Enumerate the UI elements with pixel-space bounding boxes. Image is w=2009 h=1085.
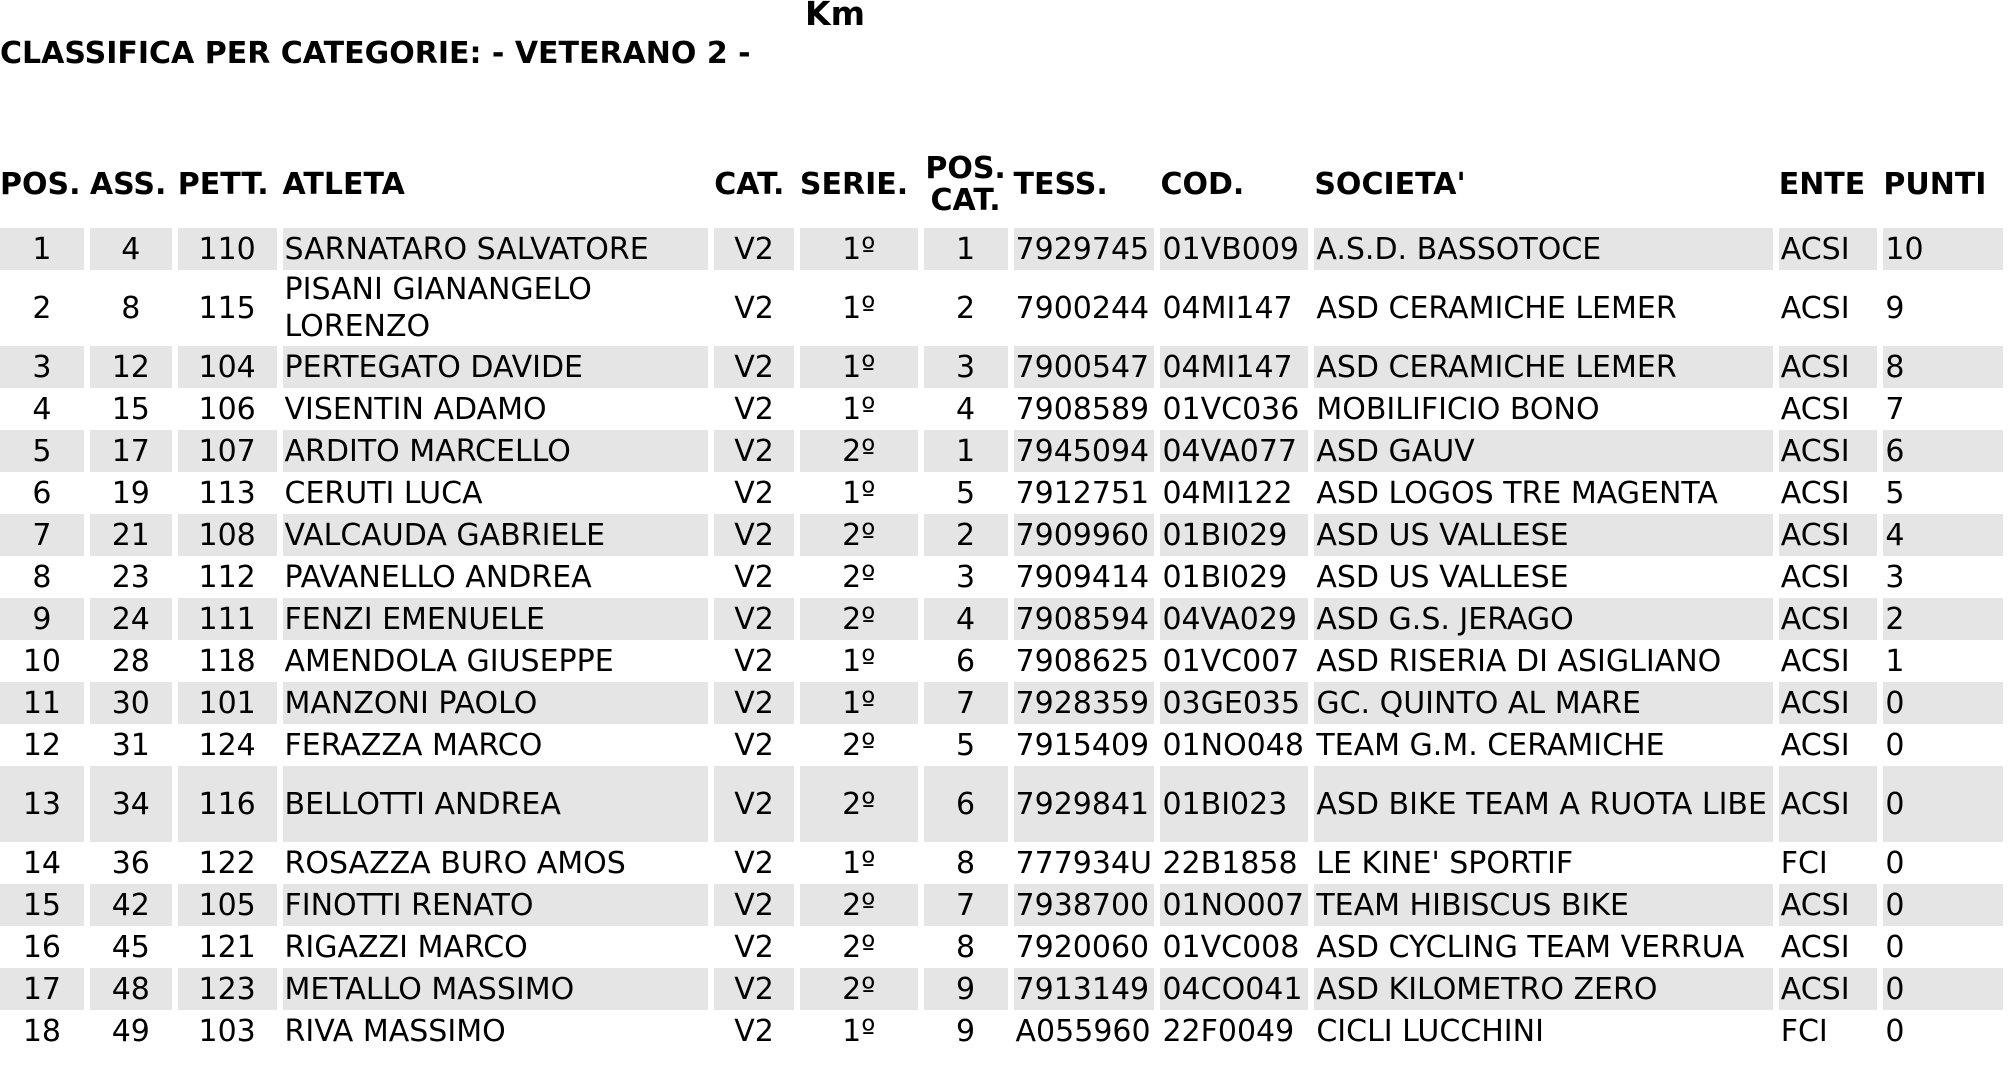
cell-ente: ACSI [1779, 682, 1878, 724]
cell-cod: 04VA077 [1160, 430, 1308, 472]
cell-pett: 106 [198, 391, 256, 427]
cell-societa: ASD CERAMICHE LEMER [1314, 346, 1772, 388]
table-row [0, 640, 2003, 682]
cell-punti: 0 [1885, 727, 1905, 763]
cell-cat: V2 [714, 346, 794, 388]
cell-tess: 777934U [1015, 845, 1153, 881]
cell-poscat: 9 [924, 968, 1008, 1010]
cell-pett: 123 [178, 968, 277, 1010]
cell-cod: 01VC008 [1162, 929, 1300, 965]
cell-pett: 104 [178, 346, 277, 388]
col-poscat-header-line2: CAT. [930, 183, 1001, 218]
col-atleta-header: ATLETA [282, 167, 405, 202]
table-row [0, 968, 2003, 1010]
cell-atleta: BELLOTTI ANDREA [283, 766, 709, 842]
cell-atleta: VISENTIN ADAMO [284, 391, 547, 427]
cell-ass: 49 [111, 1013, 150, 1049]
table-row [0, 388, 2003, 430]
table-row [0, 1010, 2003, 1052]
cell-ass: 21 [90, 514, 172, 556]
cell-ass: 42 [90, 884, 172, 926]
cell-ass: 31 [111, 727, 150, 763]
cell-punti: 4 [1883, 514, 2003, 556]
cell-atleta: PISANI GIANANGELO LORENZO [284, 272, 592, 344]
cell-ente: ACSI [1780, 290, 1850, 326]
cell-poscat: 7 [924, 884, 1008, 926]
cell-atleta: FENZI EMENUELE [283, 598, 709, 640]
cell-ass: 24 [90, 598, 172, 640]
cell-punti: 3 [1885, 559, 1905, 595]
cell-tess: 7909960 [1014, 514, 1155, 556]
cell-poscat: 6 [956, 643, 976, 679]
table-row [0, 884, 2003, 926]
cell-ass: 15 [111, 391, 150, 427]
cell-tess: 7938700 [1014, 884, 1155, 926]
cell-cod: 22F0049 [1162, 1013, 1295, 1049]
cell-pos: 4 [32, 391, 52, 427]
cell-tess: 7908594 [1014, 598, 1155, 640]
cell-serie: 1º [842, 1013, 876, 1049]
cell-serie: 1º [842, 290, 876, 326]
cell-punti: 0 [1883, 968, 2003, 1010]
cell-ass: 4 [90, 228, 172, 270]
col-pos-header: POS. [0, 167, 81, 202]
cell-poscat: 6 [924, 766, 1008, 842]
cell-ass: 48 [90, 968, 172, 1010]
cell-serie: 1º [842, 391, 876, 427]
table-row [0, 556, 2003, 598]
cell-cat: V2 [714, 430, 794, 472]
cell-societa: ASD G.S. JERAGO [1314, 598, 1772, 640]
cell-cat: V2 [714, 884, 794, 926]
table-row [0, 514, 2003, 556]
cell-serie: 2º [800, 884, 918, 926]
cell-cod: 01VC036 [1162, 391, 1300, 427]
cell-punti: 0 [1885, 845, 1905, 881]
cell-ente: ACSI [1779, 228, 1878, 270]
cell-ass: 45 [111, 929, 150, 965]
cell-ente: ACSI [1779, 766, 1878, 842]
cell-societa: TEAM HIBISCUS BIKE [1314, 884, 1772, 926]
cell-pos: 9 [0, 598, 84, 640]
cell-ente: ACSI [1779, 968, 1878, 1010]
cell-pett: 116 [178, 766, 277, 842]
cell-pett: 118 [198, 643, 256, 679]
cell-pett: 105 [178, 884, 277, 926]
col-tess-header: TESS. [1013, 167, 1108, 202]
cell-punti: 9 [1885, 290, 1905, 326]
cell-poscat: 1 [924, 430, 1008, 472]
cell-atleta: CERUTI LUCA [284, 475, 483, 511]
cell-cat: V2 [734, 559, 774, 595]
cell-serie: 1º [800, 228, 918, 270]
cell-atleta: RIVA MASSIMO [284, 1013, 506, 1049]
cell-pett: 110 [178, 228, 277, 270]
cell-ente: ACSI [1780, 727, 1850, 763]
cell-ass: 30 [90, 682, 172, 724]
cell-pett: 113 [198, 475, 256, 511]
cell-societa: GC. QUINTO AL MARE [1314, 682, 1772, 724]
table-row [0, 598, 2003, 640]
cell-ente: ACSI [1780, 643, 1850, 679]
table-row [0, 926, 2003, 968]
header-spacer [0, 220, 2003, 228]
cell-serie: 2º [800, 514, 918, 556]
cell-serie: 2º [842, 559, 876, 595]
cell-poscat: 2 [956, 290, 976, 326]
cell-societa: ASD BIKE TEAM A RUOTA LIBE [1314, 766, 1772, 842]
cell-poscat: 4 [924, 598, 1008, 640]
cell-ass: 17 [90, 430, 172, 472]
cell-cat: V2 [714, 598, 794, 640]
cell-ente: FCI [1780, 845, 1828, 881]
col-ass-header: ASS. [89, 167, 167, 202]
cell-ass: 36 [111, 845, 150, 881]
table-row [0, 472, 2003, 514]
col-punti-header: PUNTI [1883, 167, 1987, 202]
cell-atleta: FERAZZA MARCO [284, 727, 543, 763]
table-row [0, 842, 2003, 884]
table-row [0, 724, 2003, 766]
cell-tess: 7913149 [1014, 968, 1155, 1010]
cell-punti: 0 [1885, 929, 1905, 965]
cell-cat: V2 [734, 929, 774, 965]
cell-punti: 2 [1883, 598, 2003, 640]
cell-tess: 7909414 [1015, 559, 1150, 595]
cell-serie: 2º [800, 968, 918, 1010]
cell-societa: TEAM G.M. CERAMICHE [1316, 727, 1665, 763]
cell-cod: 04MI122 [1162, 475, 1293, 511]
cell-pett: 124 [198, 727, 256, 763]
cell-cat: V2 [734, 1013, 774, 1049]
cell-tess: 7945094 [1014, 430, 1155, 472]
cell-tess: 7928359 [1014, 682, 1155, 724]
cell-pett: 122 [198, 845, 256, 881]
table-row [0, 270, 2003, 346]
cell-societa: ASD GAUV [1314, 430, 1772, 472]
table-row [0, 766, 2003, 842]
cell-cod: 01VB009 [1160, 228, 1308, 270]
cell-poscat: 3 [956, 559, 976, 595]
cell-punti: 7 [1885, 391, 1905, 427]
cell-atleta: ARDITO MARCELLO [283, 430, 709, 472]
cell-atleta: MANZONI PAOLO [283, 682, 709, 724]
cell-ente: ACSI [1779, 346, 1878, 388]
cell-atleta: METALLO MASSIMO [283, 968, 709, 1010]
cell-cod: 22B1858 [1162, 845, 1298, 881]
cell-pos: 16 [22, 929, 62, 965]
cell-pett: 115 [198, 290, 256, 326]
cell-societa: A.S.D. BASSOTOCE [1314, 228, 1772, 270]
cell-pos: 6 [32, 475, 52, 511]
cell-cod: 04VA029 [1160, 598, 1308, 640]
cell-ass: 23 [111, 559, 150, 595]
cell-tess: A055960 [1015, 1013, 1151, 1049]
cell-cat: V2 [734, 727, 774, 763]
cell-pos: 5 [0, 430, 84, 472]
col-serie-header: SERIE. [799, 167, 909, 202]
cell-pos: 17 [0, 968, 84, 1010]
cell-tess: 7908625 [1015, 643, 1150, 679]
table-row [0, 228, 2003, 270]
cell-societa: ASD CERAMICHE LEMER [1316, 290, 1677, 326]
cell-ente: ACSI [1780, 391, 1850, 427]
cell-punti: 0 [1885, 1013, 1905, 1049]
cell-poscat: 4 [956, 391, 976, 427]
cell-pos: 3 [0, 346, 84, 388]
cell-cat: V2 [714, 766, 794, 842]
cell-serie: 2º [842, 929, 876, 965]
cell-atleta: RIGAZZI MARCO [284, 929, 528, 965]
cell-cod: 04MI147 [1160, 346, 1308, 388]
cell-poscat: 9 [956, 1013, 976, 1049]
cell-societa: ASD KILOMETRO ZERO [1314, 968, 1772, 1010]
cell-serie: 1º [800, 682, 918, 724]
page-title: CLASSIFICA PER CATEGORIE: - VETERANO 2 - [0, 36, 751, 71]
cell-pett: 112 [198, 559, 256, 595]
cell-tess: 7920060 [1015, 929, 1150, 965]
cell-punti: 6 [1883, 430, 2003, 472]
col-poscat-header [924, 150, 1008, 220]
cell-punti: 1 [1885, 643, 1905, 679]
cell-tess: 7908589 [1015, 391, 1150, 427]
cell-cod: 01BI029 [1160, 514, 1308, 556]
cell-tess: 7900244 [1015, 290, 1150, 326]
cell-tess: 7929745 [1014, 228, 1155, 270]
table-row [0, 682, 2003, 724]
cell-societa: CICLI LUCCHINI [1316, 1013, 1544, 1049]
cell-poscat: 2 [924, 514, 1008, 556]
cell-societa: ASD LOGOS TRE MAGENTA [1316, 475, 1718, 511]
cell-societa: ASD CYCLING TEAM VERRUA [1316, 929, 1745, 965]
cell-punti: 0 [1883, 884, 2003, 926]
cell-pett: 111 [178, 598, 277, 640]
cell-atleta: SARNATARO SALVATORE [283, 228, 709, 270]
cell-cat: V2 [734, 290, 774, 326]
cell-cat: V2 [734, 845, 774, 881]
cell-pos: 10 [22, 643, 62, 679]
cell-ente: ACSI [1779, 884, 1878, 926]
cell-cat: V2 [714, 514, 794, 556]
cell-pos: 13 [0, 766, 84, 842]
cell-pett: 107 [178, 430, 277, 472]
cell-serie: 2º [800, 430, 918, 472]
cell-pos: 15 [0, 884, 84, 926]
ranking-table [0, 150, 2009, 1052]
cell-pett: 103 [198, 1013, 256, 1049]
cell-atleta: ROSAZZA BURO AMOS [284, 845, 626, 881]
cell-poscat: 7 [924, 682, 1008, 724]
cell-societa: MOBILIFICIO BONO [1316, 391, 1600, 427]
cell-cod: 01VC007 [1162, 643, 1300, 679]
cell-cod: 01NO048 [1162, 727, 1304, 763]
cell-pett: 101 [178, 682, 277, 724]
cell-pos: 12 [22, 727, 62, 763]
cell-punti: 10 [1883, 228, 2003, 270]
cell-pos: 8 [32, 559, 52, 595]
cell-punti: 0 [1883, 682, 2003, 724]
cell-ente: ACSI [1780, 559, 1850, 595]
cell-poscat: 3 [924, 346, 1008, 388]
cell-pos: 18 [22, 1013, 62, 1049]
table-row [0, 430, 2003, 472]
cell-ass: 8 [121, 290, 141, 326]
col-ente-header: ENTE [1778, 167, 1866, 202]
col-cod-header: COD. [1160, 167, 1245, 202]
table-header-row [0, 150, 2003, 220]
cell-cod: 01NO007 [1160, 884, 1308, 926]
cell-ente: ACSI [1779, 430, 1878, 472]
cell-punti: 5 [1885, 475, 1905, 511]
cell-ente: ACSI [1780, 475, 1850, 511]
col-poscat-header-line1: POS. [925, 151, 1006, 186]
cell-societa: ASD US VALLESE [1316, 559, 1569, 595]
cell-atleta: PAVANELLO ANDREA [284, 559, 592, 595]
cell-pos: 14 [22, 845, 62, 881]
cell-atleta: VALCAUDA GABRIELE [283, 514, 709, 556]
cell-pett: 108 [178, 514, 277, 556]
cell-pos: 1 [0, 228, 84, 270]
cell-punti: 8 [1883, 346, 2003, 388]
cell-poscat: 5 [956, 475, 976, 511]
cell-serie: 2º [800, 598, 918, 640]
cell-punti: 0 [1883, 766, 2003, 842]
cell-cat: V2 [734, 475, 774, 511]
cell-ass: 12 [90, 346, 172, 388]
cell-cod: 01BI023 [1160, 766, 1308, 842]
cell-cat: V2 [714, 682, 794, 724]
cell-tess: 7929841 [1014, 766, 1155, 842]
cell-serie: 1º [842, 643, 876, 679]
cell-cat: V2 [714, 228, 794, 270]
cell-ass: 28 [111, 643, 150, 679]
cell-serie: 2º [800, 766, 918, 842]
cell-pos: 2 [32, 290, 52, 326]
cell-atleta: FINOTTI RENATO [283, 884, 709, 926]
cell-ass: 19 [111, 475, 150, 511]
cell-atleta: AMENDOLA GIUSEPPE [284, 643, 614, 679]
cell-ente: ACSI [1780, 929, 1850, 965]
cell-pos: 11 [0, 682, 84, 724]
distance-label: Km [805, 0, 865, 33]
cell-cod: 01BI029 [1162, 559, 1288, 595]
cell-tess: 7915409 [1015, 727, 1150, 763]
cell-poscat: 8 [956, 845, 976, 881]
cell-cod: 03GE035 [1160, 682, 1308, 724]
cell-ente: FCI [1780, 1013, 1828, 1049]
cell-atleta: PERTEGATO DAVIDE [283, 346, 709, 388]
col-cat-header: CAT. [714, 167, 785, 202]
cell-serie: 1º [842, 475, 876, 511]
cell-cod: 04CO041 [1160, 968, 1308, 1010]
cell-poscat: 1 [924, 228, 1008, 270]
cell-poscat: 8 [956, 929, 976, 965]
cell-ente: ACSI [1779, 514, 1878, 556]
cell-cat: V2 [734, 643, 774, 679]
cell-pett: 121 [198, 929, 256, 965]
cell-pos: 7 [0, 514, 84, 556]
cell-societa: ASD US VALLESE [1314, 514, 1772, 556]
col-pett-header: PETT. [177, 167, 269, 202]
col-societa-header: SOCIETA' [1314, 167, 1466, 202]
cell-ente: ACSI [1779, 598, 1878, 640]
cell-tess: 7900547 [1014, 346, 1155, 388]
cell-serie: 1º [842, 845, 876, 881]
cell-poscat: 5 [956, 727, 976, 763]
table-body [0, 228, 2003, 1052]
cell-cat: V2 [734, 391, 774, 427]
cell-cod: 04MI147 [1162, 290, 1293, 326]
cell-societa: ASD RISERIA DI ASIGLIANO [1316, 643, 1722, 679]
cell-cat: V2 [714, 968, 794, 1010]
cell-serie: 2º [842, 727, 876, 763]
cell-tess: 7912751 [1015, 475, 1150, 511]
table-row [0, 346, 2003, 388]
cell-serie: 1º [800, 346, 918, 388]
cell-ass: 34 [90, 766, 172, 842]
cell-societa: LE KINE' SPORTIF [1316, 845, 1574, 881]
